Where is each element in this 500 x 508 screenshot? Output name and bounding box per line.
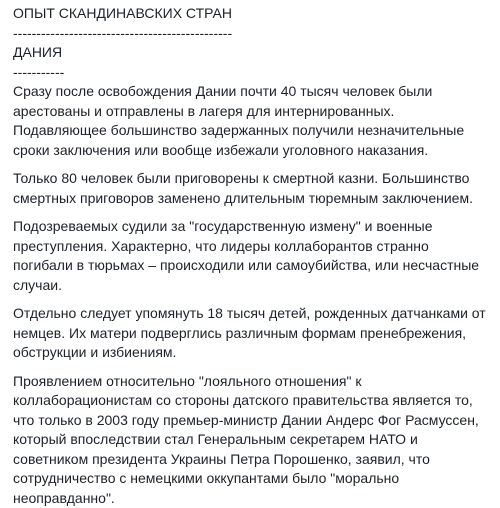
paragraph-2	[13, 169, 494, 208]
paragraph-line: коллаборационистам со стороны датского правительства является то,	[13, 391, 494, 411]
divider-line: -----------------------------------------------	[13, 24, 494, 44]
paragraph-line: арестованы и отправлены в лагеря для интернированных.	[13, 102, 494, 122]
paragraph-line: Проявлением относительно "лояльного отношения" к	[13, 372, 494, 392]
post-title: ОПЫТ СКАНДИНАВСКИХ СТРАН	[13, 4, 494, 24]
paragraph-5	[13, 372, 494, 508]
paragraph-line: Сразу после освобождения Дании почти 40 тысяч человек были	[13, 82, 494, 102]
paragraph-line: случаи.	[13, 276, 494, 296]
paragraph-line: немцев. Их матери подверглись различным формам пренебрежения,	[13, 324, 494, 344]
section-title: ДАНИЯ	[13, 43, 494, 63]
paragraph-line: погибали в тюрьмах – происходили или самоубийства, или несчастные	[13, 256, 494, 276]
paragraph-1	[13, 82, 494, 160]
paragraph-line: Отдельно следует упомянуть 18 тысяч детей, рожденных датчанками от	[13, 304, 494, 324]
post-header	[13, 4, 494, 82]
paragraph-line: смертных приговоров заменено длительным тюремным заключением.	[13, 189, 494, 209]
paragraph-line: что только в 2003 году премьер-министр Дании Андерс Фог Расмуссен,	[13, 411, 494, 431]
paragraph-3	[13, 217, 494, 295]
paragraph-line: который впоследствии стал Генеральным секретарем НАТО и	[13, 430, 494, 450]
paragraph-line: преступления. Характерно, что лидеры коллаборантов странно	[13, 237, 494, 257]
paragraph-line: неоправданно".	[13, 489, 494, 508]
paragraph-line: обструкции и избиениям.	[13, 343, 494, 363]
paragraph-line: сотрудничество с немецкими оккупантами было "морально	[13, 469, 494, 489]
paragraph-line: Только 80 человек были приговорены к смертной казни. Большинство	[13, 169, 494, 189]
paragraph-line: советником президента Украины Петра Порошенко, заявил, что	[13, 450, 494, 470]
paragraph-line: Подавляющее большинство задержанных получили незначительные	[13, 121, 494, 141]
paragraph-line: Подозреваемых судили за "государственную измену" и военные	[13, 217, 494, 237]
paragraph-4	[13, 304, 494, 363]
divider-line: -----------	[13, 63, 494, 83]
paragraph-line: сроки заключения или вообще избежали уголовного наказания.	[13, 141, 494, 161]
